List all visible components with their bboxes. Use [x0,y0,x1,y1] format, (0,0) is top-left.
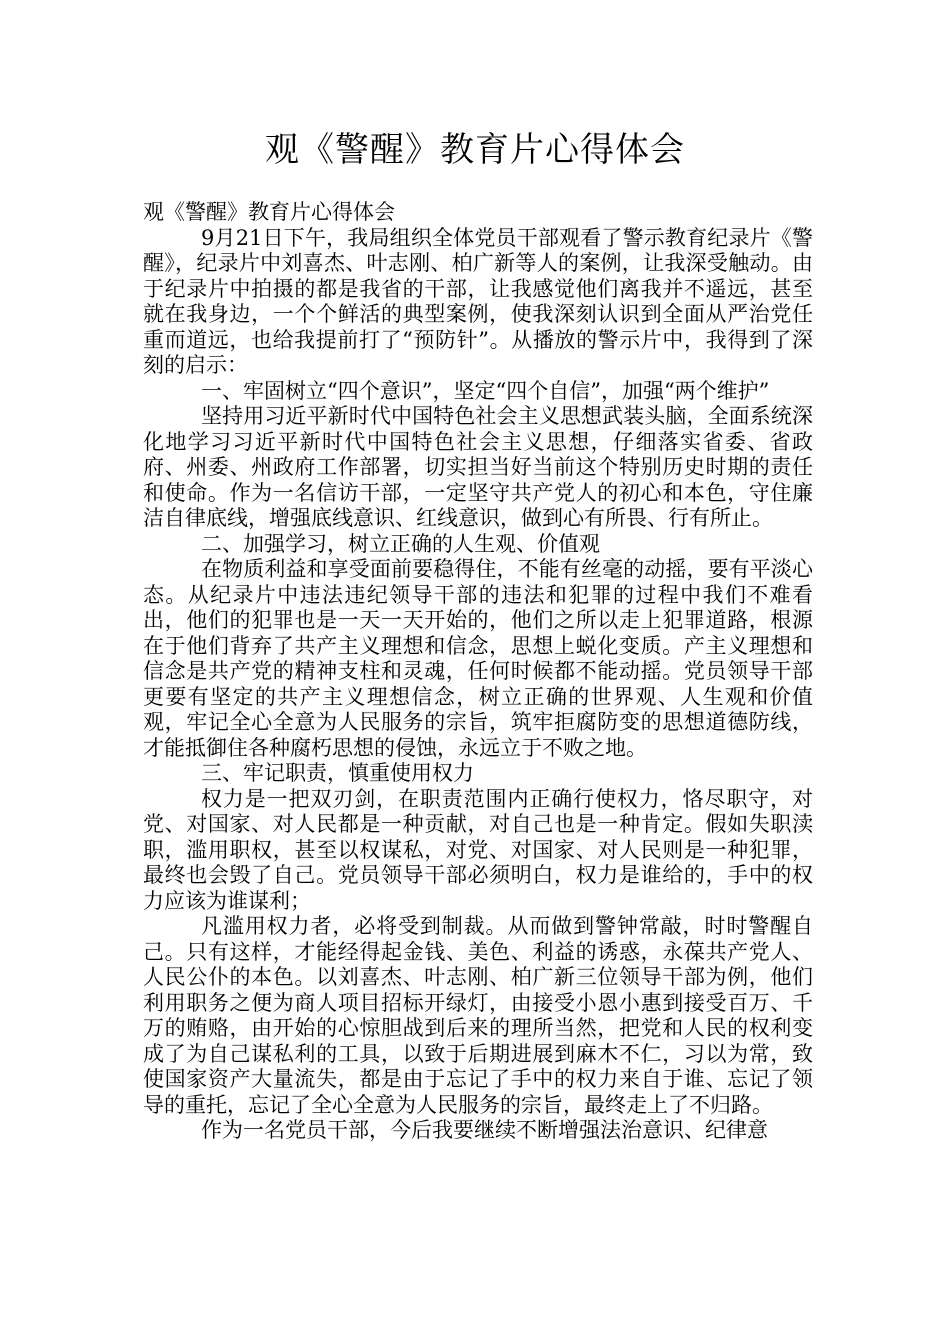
document-body [143,200,813,1144]
paragraph-section-1: 坚持用习近平新时代中国特色社会主义思想武装头脑，全面系统深化地学习习近平新时代中国特色社会主义思想，仔细落实省委、省政府、州委、州政府工作部署，切实担当好当前这个特别历史时期的责任和使命。作为一名信访干部，一定坚守共产党人的初心和本色，守住廉洁自律底线，增强底线意识、红线意识，做到心有所畏、行有所止。 [143,404,813,530]
paragraph-section-2: 在物质利益和享受面前要稳得住，不能有丝毫的动摇，要有平淡心态。从纪录片中违法违纪领导干部的违法和犯罪的过程中我们不难看出，他们的犯罪也是一天一天开始的，他们之所以走上犯罪道路，根源在于他们背弃了共产主义理想和信念，思想上蜕化变质。产主义理想和信念是共产党的精神支柱和灵魂，任何时候都不能动摇。党员领导干部更要有坚定的共产主义理想信念，树立正确的世界观、人生观和价值观，牢记全心全意为人民服务的宗旨，筑牢拒腐防变的思想道德防线，才能抵御住各种腐朽思想的侵蚀，永远立于不败之地。 [143,557,813,760]
section-heading-2: 二、加强学习，树立正确的人生观、价值观 [201,531,600,556]
document-title: 观《警醒》教育片心得体会 [265,130,685,170]
paragraph-closing: 作为一名党员干部，今后我要继续不断增强法治意识、纪律意 [201,1118,768,1142]
body-subtitle: 观《警醒》教育片心得体会 [143,200,395,224]
paragraph-section-3a: 权力是一把双刃剑，在职责范围内正确行使权力，恪尽职守，对党、对国家、对人民都是一种贡献，对自己也是一种肯定。假如失职渎职，滥用职权，甚至以权谋私，对党、对国家、对人民则是一种犯罪，最终也会毁了自己。党员领导干部必须明白，权力是谁给的，手中的权力应该为谁谋利； [143,786,813,913]
section-heading-1: 一、牢固树立“四个意识”，坚定“四个自信”，加强“两个维护” [201,378,770,403]
paragraph-intro: 9月21日下午，我局组织全体党员干部观看了警示教育纪录片《警醒》，纪录片中刘喜杰、叶志刚、柏广新等人的案例，让我深受触动。由于纪录片中拍摄的都是我省的干部，让我感觉他们离我并不遥远，甚至就在我身边，一个个鲜活的典型案例，使我深刻认识到全面从严治党任重而道远，也给我提前打了“预防针”。从播放的警示片中，我得到了深刻的启示： [143,225,813,377]
paragraph-section-3b: 凡滥用权力者，必将受到制裁。从而做到警钟常敲，时时警醒自己。只有这样，才能经得起金钱、美色、利益的诱惑，永葆共产党人、人民公仆的本色。以刘喜杰、叶志刚、柏广新三位领导干部为例，他们利用职务之便为商人项目招标开绿灯，由接受小恩小惠到接受百万、千万的贿赂，由开始的心惊胆战到后来的理所当然，把党和人民的权利变成了为自己谋私利的工具，以致于后期进展到麻木不仁，习以为常，致使国家资产大量流失，都是由于忘记了手中的权力来自于谁、忘记了领导的重托，忘记了全心全意为人民服务的宗旨，最终走上了不归路。 [143,914,813,1117]
section-heading-3: 三、牢记职责，慎重使用权力 [201,761,474,785]
